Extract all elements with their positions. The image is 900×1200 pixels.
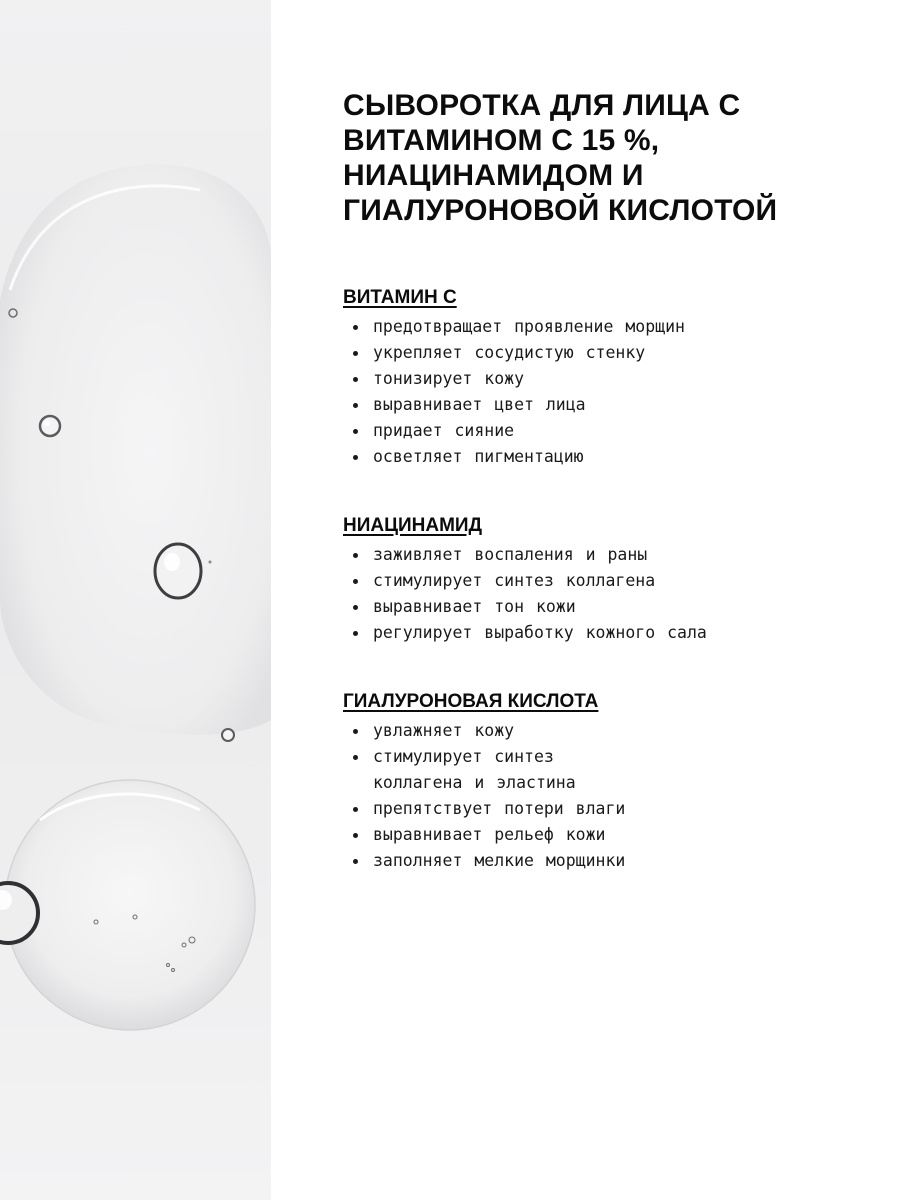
list-item: увлажняет кожу: [343, 718, 873, 744]
droplets-illustration: [0, 0, 271, 1200]
list-item: стимулирует синтез коллагена: [343, 568, 873, 594]
list-item: осветляет пигментацию: [343, 444, 873, 470]
list-item: выравнивает рельеф кожи: [343, 822, 873, 848]
list-item: предотвращает проявление морщин: [343, 314, 873, 340]
list-item: укрепляет сосудистую стенку: [343, 340, 873, 366]
section-heading-niacinamide: НИАЦИНАМИД: [343, 515, 483, 536]
hyaluronic-acid-benefits-list: [343, 718, 873, 874]
section-vitamin-c: [343, 286, 873, 470]
niacinamide-benefits-list: [343, 542, 873, 646]
list-item: заполняет мелкие морщинки: [343, 848, 873, 874]
vitamin-c-benefits-list: [343, 314, 873, 470]
list-item: регулирует выработку кожного сала: [343, 620, 873, 646]
list-item: стимулирует синтез коллагена и эластина: [343, 744, 603, 796]
list-item: заживляет воспаления и раны: [343, 542, 873, 568]
list-item: выравнивает тон кожи: [343, 594, 873, 620]
product-title: СЫВОРОТКА ДЛЯ ЛИЦА С ВИТАМИНОМ С 15 %, НИАЦИНАМИДОМ И ГИАЛУРОНОВОЙ КИСЛОТОЙ: [343, 89, 778, 227]
list-item: придает сияние: [343, 418, 873, 444]
product-info: [343, 88, 873, 874]
list-item: препятствует потери влаги: [343, 796, 873, 822]
section-hyaluronic-acid: [343, 690, 873, 874]
list-item: выравнивает цвет лица: [343, 392, 873, 418]
section-heading-vitamin-c: ВИТАМИН С: [343, 287, 457, 308]
serum-droplets-photo: [0, 0, 271, 1200]
section-niacinamide: [343, 514, 873, 646]
section-heading-hyaluronic-acid: ГИАЛУРОНОВАЯ КИСЛОТА: [343, 691, 599, 712]
list-item: тонизирует кожу: [343, 366, 873, 392]
